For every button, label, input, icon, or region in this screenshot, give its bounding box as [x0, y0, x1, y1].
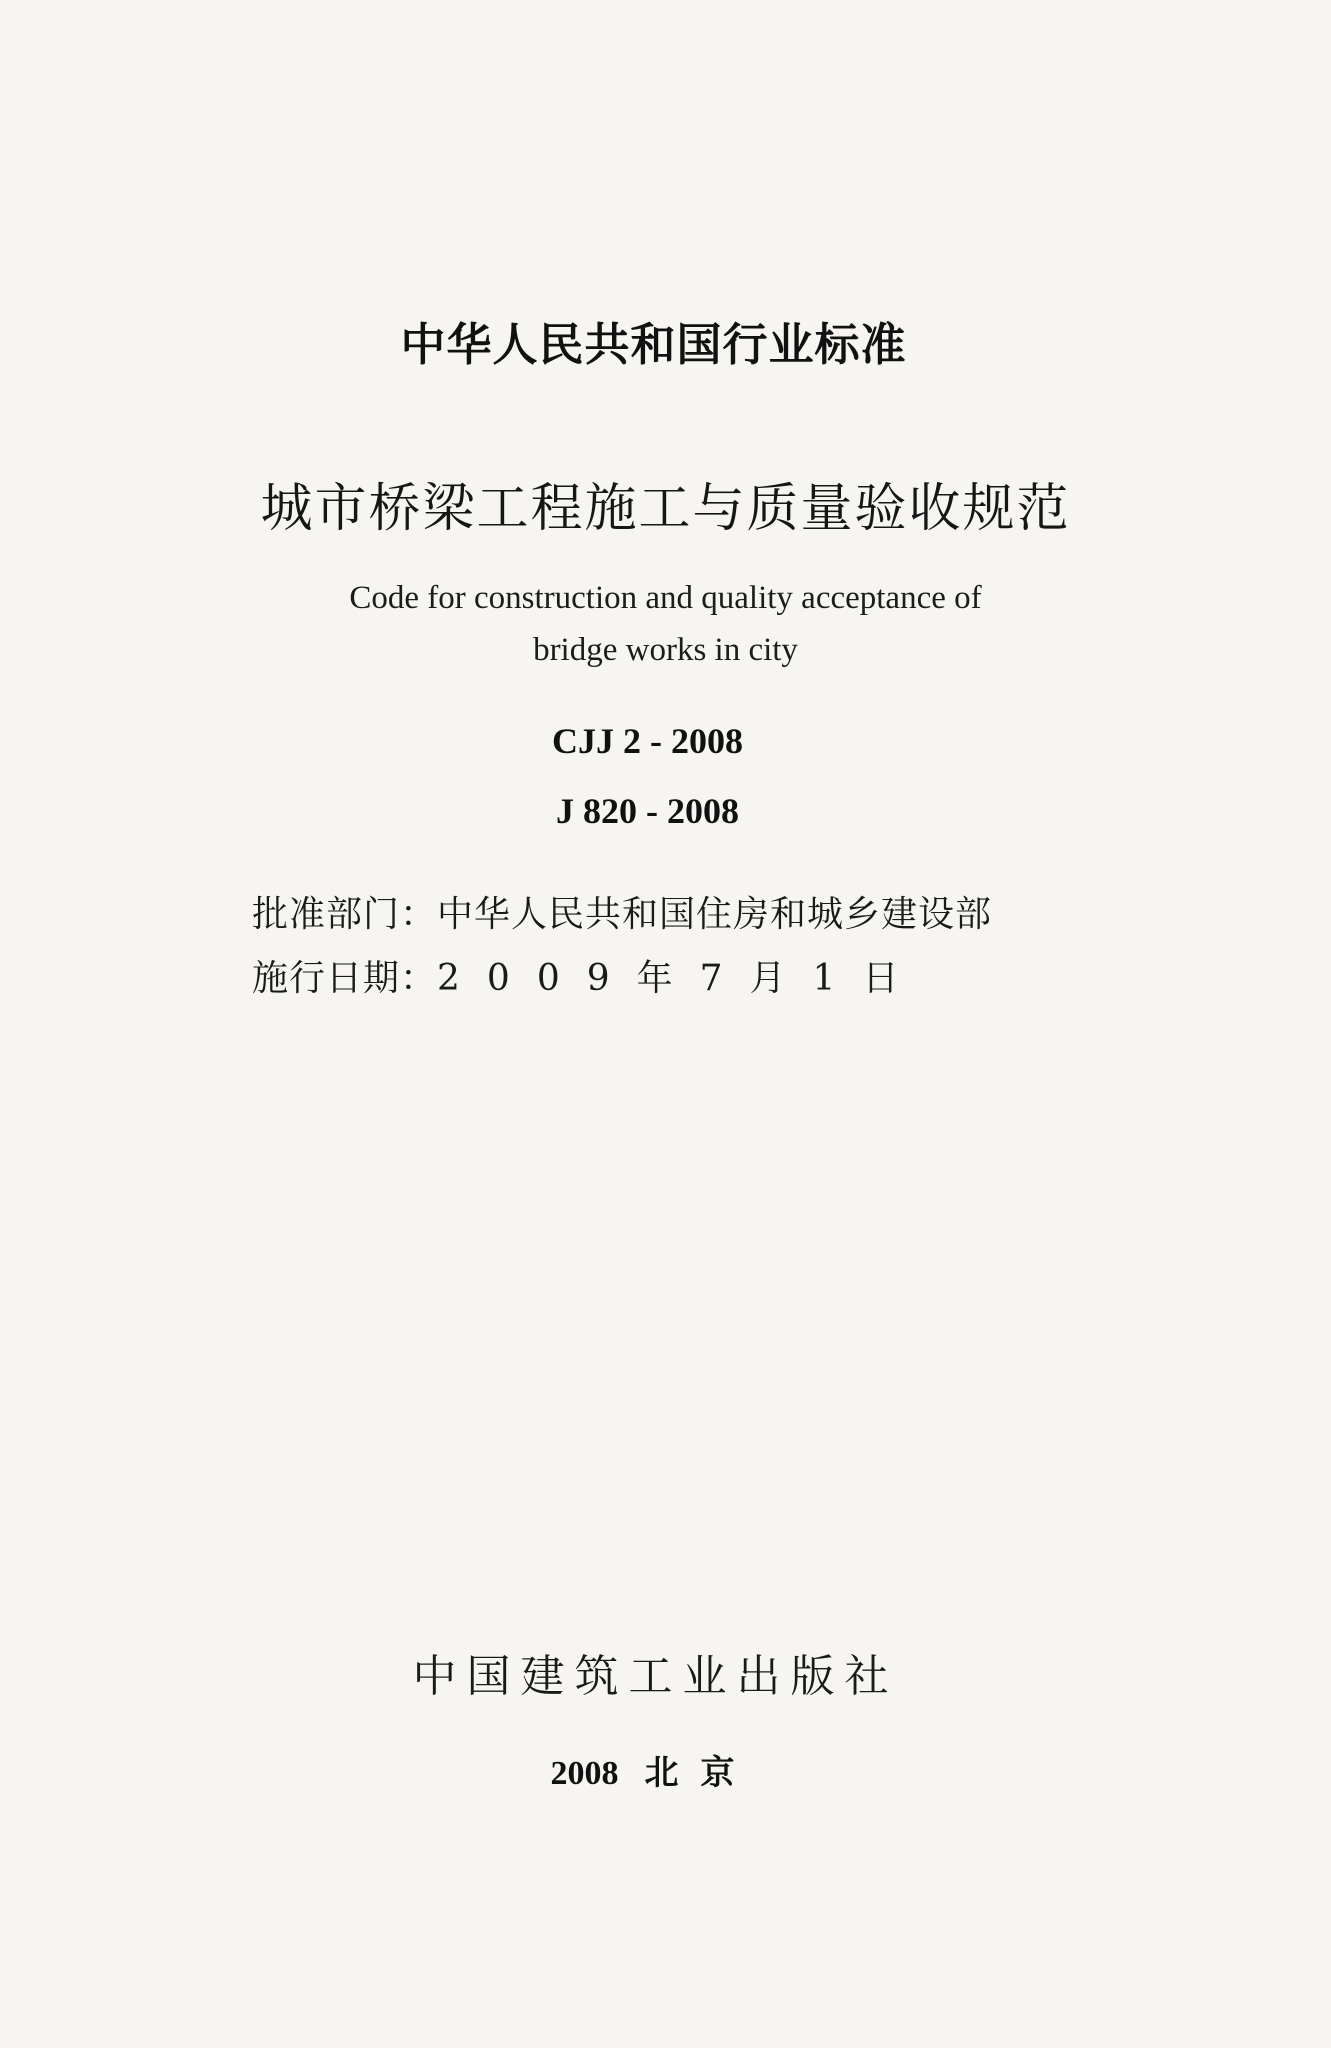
effective-date: [252, 950, 925, 1001]
publication-city: 北京: [644, 1753, 757, 1793]
approval-value: 中华人民共和国住房和城乡建设部: [437, 894, 993, 935]
record-code-j: J 820 - 2008: [556, 791, 739, 831]
effective-label: 施行日期：: [252, 958, 438, 999]
approval-label: 批准部门：: [252, 894, 438, 935]
approval-department: [252, 886, 992, 937]
title-chinese: 城市桥梁工程施工与质量验收规范: [260, 479, 1071, 539]
publisher-name: 中国建筑工业出版社: [412, 1651, 899, 1702]
publication-year: 2008: [550, 1755, 619, 1792]
title-english-line-2: bridge works in city: [533, 632, 798, 668]
standard-code-cjj: CJJ 2 - 2008: [552, 721, 743, 761]
publication-line: [0, 1745, 1319, 1794]
effective-value: 2009年7月1日: [437, 958, 926, 999]
title-english-line-1: Code for construction and quality acceptance of: [349, 580, 982, 616]
standard-series: 中华人民共和国行业标准: [400, 318, 907, 371]
